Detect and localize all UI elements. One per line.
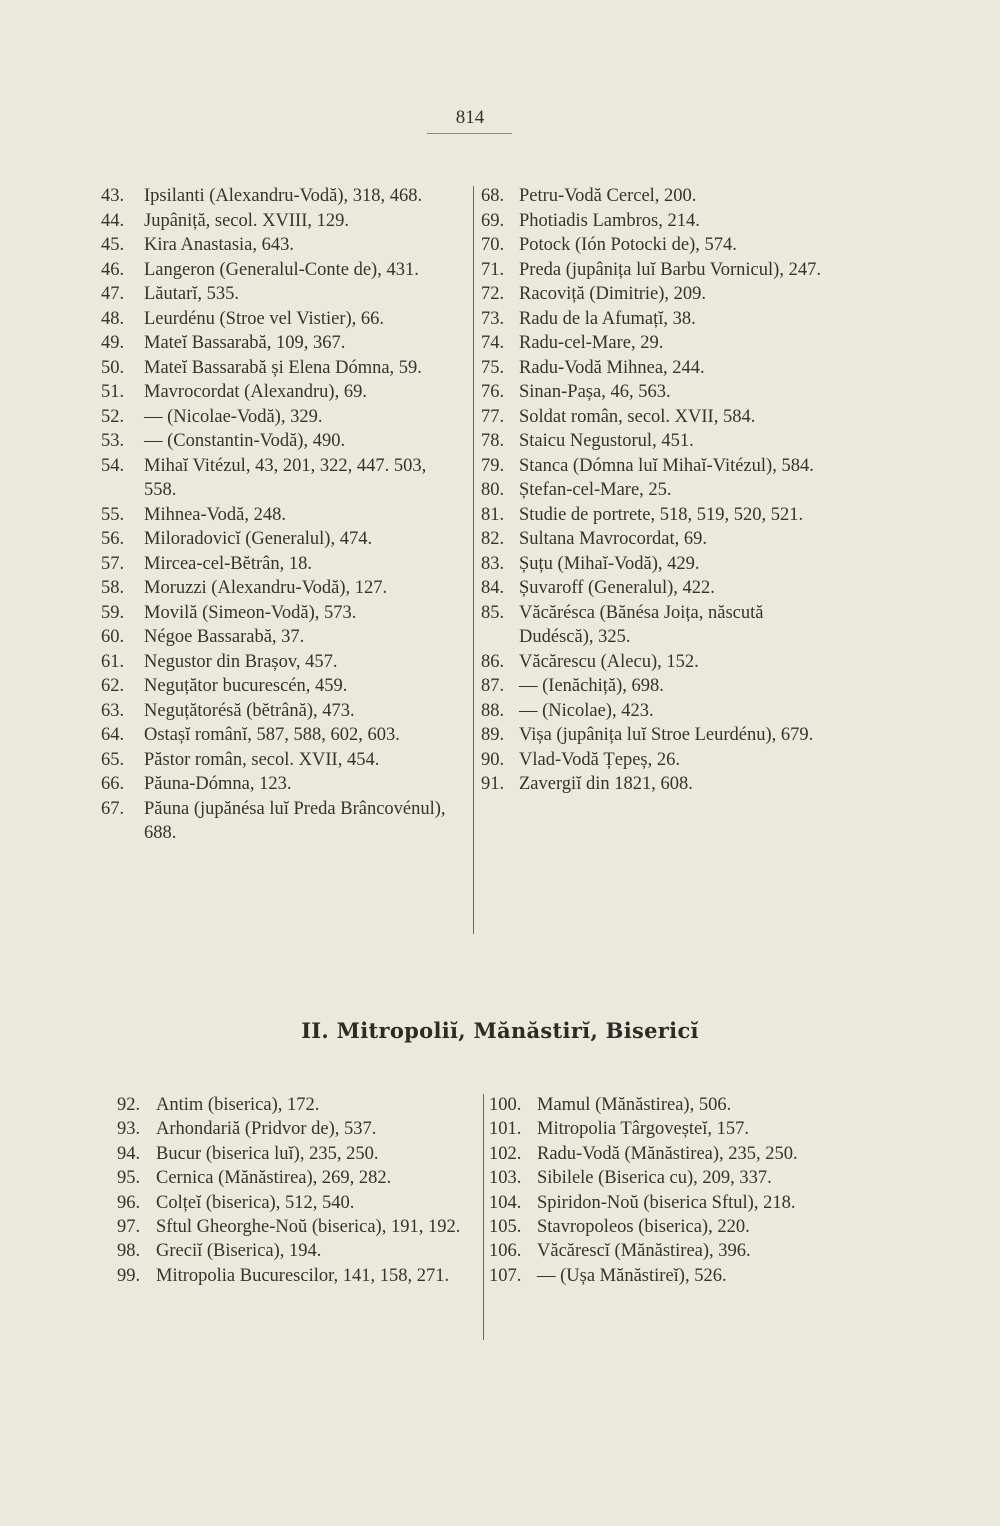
index-entry bbox=[101, 650, 459, 675]
entry-text: Văcărescu (Alecu), 152. bbox=[519, 651, 699, 672]
index-entry bbox=[481, 307, 841, 332]
index-entry bbox=[481, 429, 841, 454]
entry-text: — (Constantin-Vodă), 490. bbox=[144, 431, 346, 451]
entry-text: Stanca (Dómna luĭ Mihaĭ-Vitézul), 584. bbox=[519, 455, 814, 476]
index-entry bbox=[117, 1215, 472, 1239]
index-entry bbox=[481, 552, 841, 577]
entry-number: 100. bbox=[489, 1095, 522, 1115]
index-column-bottom-right bbox=[489, 1093, 849, 1288]
entry-text: Șuvaroff (Generalul), 422. bbox=[519, 578, 715, 598]
entry-text: Mitropolia Bucurescilor, 141, 158, 271. bbox=[156, 1265, 450, 1286]
index-entry bbox=[101, 674, 459, 699]
entry-number: 69. bbox=[481, 210, 505, 231]
index-entry bbox=[489, 1166, 849, 1190]
index-entry bbox=[101, 772, 459, 797]
entry-number: 83. bbox=[481, 553, 505, 574]
entry-number: 50. bbox=[101, 357, 125, 378]
index-entry bbox=[489, 1264, 849, 1288]
entry-number: 44. bbox=[101, 210, 125, 231]
index-entry bbox=[489, 1142, 849, 1166]
index-entry bbox=[481, 282, 841, 307]
index-entry bbox=[481, 233, 841, 258]
entry-text: Sftul Gheorghe-Noŭ (biserica), 191, 192. bbox=[156, 1217, 461, 1238]
index-entry bbox=[481, 209, 841, 234]
entry-text: Sibilele (Biserica cu), 209, 337. bbox=[537, 1168, 772, 1189]
entry-text: Neguțătorésă (bĕtrână), 473. bbox=[144, 700, 355, 721]
entry-text: Moruzzi (Alexandru-Vodă), 127. bbox=[144, 578, 388, 598]
entry-number: 94. bbox=[117, 1143, 141, 1164]
entry-text: Radu-cel-Mare, 29. bbox=[519, 333, 664, 353]
entry-text: Lăutarĭ, 535. bbox=[144, 284, 240, 304]
index-column-top-right bbox=[481, 184, 841, 797]
entry-text: — (Ușa Mănăstireĭ), 526. bbox=[537, 1265, 727, 1286]
entry-text: Staicu Negustorul, 451. bbox=[519, 431, 694, 451]
entry-number: 65. bbox=[101, 749, 125, 770]
entry-number: 72. bbox=[481, 284, 505, 304]
entry-text: Racoviță (Dimitrie), 209. bbox=[519, 284, 707, 304]
index-entry bbox=[101, 356, 459, 381]
entry-number: 61. bbox=[101, 651, 125, 672]
entry-number: 79. bbox=[481, 455, 505, 476]
entry-text: Soldat român, secol. XVII, 584. bbox=[519, 406, 756, 427]
entry-text: Ipsilanti (Alexandru-Vodă), 318, 468. bbox=[144, 186, 423, 206]
entry-number: 77. bbox=[481, 406, 505, 427]
entry-text: Radu-Vodă (Mănăstirea), 235, 250. bbox=[537, 1143, 798, 1164]
entry-number: 52. bbox=[101, 406, 125, 427]
entry-number: 60. bbox=[101, 627, 125, 647]
entry-number: 68. bbox=[481, 186, 505, 206]
index-entry bbox=[117, 1264, 472, 1288]
entry-text: Stavropoleos (biserica), 220. bbox=[537, 1217, 750, 1238]
entry-number: 49. bbox=[101, 333, 125, 353]
index-entry bbox=[481, 527, 841, 552]
index-entry bbox=[101, 723, 459, 748]
index-entry bbox=[481, 699, 841, 724]
index-entry bbox=[101, 748, 459, 773]
entry-text: — (Ienăchiță), 698. bbox=[519, 676, 664, 696]
index-entry bbox=[101, 331, 459, 356]
entry-text: Păuna (jupănésa luĭ Preda Brâncovénul), 688. bbox=[144, 798, 446, 843]
index-entry bbox=[481, 380, 841, 405]
index-entry bbox=[101, 282, 459, 307]
entry-number: 105. bbox=[489, 1217, 522, 1238]
entry-number: 57. bbox=[101, 553, 125, 574]
index-entry bbox=[101, 699, 459, 724]
entry-number: 103. bbox=[489, 1168, 522, 1189]
entry-text: Ostașĭ românĭ, 587, 588, 602, 603. bbox=[144, 725, 400, 745]
entry-number: 47. bbox=[101, 284, 125, 304]
index-entry bbox=[101, 380, 459, 405]
index-entry bbox=[101, 233, 459, 258]
entry-text: Radu de la Afumațĭ, 38. bbox=[519, 308, 696, 329]
entry-number: 95. bbox=[117, 1168, 141, 1189]
entry-text: Potock (Ión Potocki de), 574. bbox=[519, 235, 737, 255]
index-entry bbox=[489, 1239, 849, 1263]
index-entry bbox=[117, 1142, 472, 1166]
index-column-bottom-left bbox=[117, 1093, 472, 1288]
entry-number: 67. bbox=[101, 798, 125, 819]
index-entry bbox=[101, 307, 459, 332]
entry-number: 106. bbox=[489, 1241, 522, 1262]
entry-text: Vișa (jupânița luĭ Stroe Leurdénu), 679. bbox=[519, 725, 814, 745]
entry-number: 43. bbox=[101, 186, 125, 206]
index-entry bbox=[481, 454, 841, 479]
index-column-top-left bbox=[101, 184, 459, 846]
entry-number: 64. bbox=[101, 725, 125, 745]
entry-number: 93. bbox=[117, 1119, 141, 1140]
entry-number: 97. bbox=[117, 1217, 141, 1238]
index-entry bbox=[481, 503, 841, 528]
entry-number: 90. bbox=[481, 749, 505, 770]
entry-number: 78. bbox=[481, 431, 505, 451]
entry-number: 70. bbox=[481, 235, 505, 255]
entry-number: 81. bbox=[481, 504, 505, 525]
column-divider-bottom bbox=[483, 1094, 484, 1340]
index-entry bbox=[117, 1117, 472, 1141]
entry-text: Mitropolia Târgoveșteĭ, 157. bbox=[537, 1119, 750, 1140]
index-entry bbox=[101, 527, 459, 552]
index-entry bbox=[489, 1191, 849, 1215]
index-entry bbox=[481, 650, 841, 675]
entry-number: 82. bbox=[481, 529, 505, 549]
entry-text: Mircea-cel-Bĕtrân, 18. bbox=[144, 553, 312, 574]
entry-text: Mateĭ Bassarabă și Elena Dómna, 59. bbox=[144, 357, 422, 378]
index-entry bbox=[101, 429, 459, 454]
entry-number: 88. bbox=[481, 700, 505, 721]
entry-number: 54. bbox=[101, 455, 125, 476]
entry-number: 53. bbox=[101, 431, 125, 451]
entry-text: Mihaĭ Vitézul, 43, 201, 322, 447. 503, 558. bbox=[144, 455, 427, 500]
entry-number: 56. bbox=[101, 529, 125, 549]
entry-text: Șuțu (Mihaĭ-Vodă), 429. bbox=[519, 553, 700, 574]
entry-text: — (Nicolae), 423. bbox=[519, 700, 654, 721]
entry-text: Vlad-Vodă Țepeș, 26. bbox=[519, 749, 680, 770]
entry-text: Mavrocordat (Alexandru), 69. bbox=[144, 382, 367, 402]
entry-text: Langeron (Generalul-Conte de), 431. bbox=[144, 259, 419, 280]
index-entry bbox=[481, 772, 841, 797]
column-divider-top bbox=[473, 186, 474, 934]
entry-number: 80. bbox=[481, 480, 505, 500]
index-entry bbox=[481, 258, 841, 283]
entry-text: Kira Anastasia, 643. bbox=[144, 235, 295, 255]
entry-text: Ștefan-cel-Mare, 25. bbox=[519, 480, 672, 500]
entry-text: Spiridon-Noŭ (biserica Sftul), 218. bbox=[537, 1192, 796, 1213]
entry-number: 101. bbox=[489, 1119, 522, 1140]
entry-number: 46. bbox=[101, 259, 125, 280]
index-entry bbox=[117, 1239, 472, 1263]
index-entry bbox=[481, 331, 841, 356]
entry-text: Colțeĭ (biserica), 512, 540. bbox=[156, 1192, 355, 1213]
entry-text: Negustor din Brașov, 457. bbox=[144, 651, 338, 672]
index-entry bbox=[481, 478, 841, 503]
index-entry bbox=[481, 723, 841, 748]
entry-number: 76. bbox=[481, 382, 505, 402]
index-entry bbox=[481, 674, 841, 699]
index-entry bbox=[117, 1191, 472, 1215]
index-entry bbox=[101, 209, 459, 234]
entry-number: 87. bbox=[481, 676, 505, 696]
entry-text: Antim (biserica), 172. bbox=[156, 1095, 320, 1115]
entry-text: Sultana Mavrocordat, 69. bbox=[519, 529, 708, 549]
entry-number: 71. bbox=[481, 259, 505, 280]
entry-number: 96. bbox=[117, 1192, 141, 1213]
entry-number: 66. bbox=[101, 774, 125, 794]
entry-number: 59. bbox=[101, 602, 125, 623]
index-entry bbox=[117, 1093, 472, 1117]
entry-number: 86. bbox=[481, 651, 505, 672]
entry-text: Arhondariă (Pridvor de), 537. bbox=[156, 1119, 377, 1140]
index-entry bbox=[101, 576, 459, 601]
entry-number: 73. bbox=[481, 308, 505, 329]
index-entry bbox=[481, 184, 841, 209]
entry-number: 107. bbox=[489, 1265, 522, 1286]
entry-text: Jupâniță, secol. XVIII, 129. bbox=[144, 210, 349, 231]
entry-text: Neguțător bucurescén, 459. bbox=[144, 676, 348, 696]
entry-text: Văcărésca (Bănésa Joița, născută Dudéscă), 325. bbox=[519, 602, 764, 647]
index-entry bbox=[101, 184, 459, 209]
index-entry bbox=[481, 356, 841, 381]
entry-number: 91. bbox=[481, 774, 505, 794]
entry-text: Sinan-Pașa, 46, 563. bbox=[519, 382, 671, 402]
entry-number: 62. bbox=[101, 676, 125, 696]
entry-number: 89. bbox=[481, 725, 505, 745]
entry-text: Négoe Bassarabă, 37. bbox=[144, 627, 305, 647]
entry-text: Văcărescĭ (Mănăstirea), 396. bbox=[537, 1241, 751, 1262]
index-entry bbox=[101, 454, 459, 503]
entry-text: Greciĭ (Biserica), 194. bbox=[156, 1241, 322, 1262]
index-entry bbox=[481, 601, 841, 650]
entry-number: 92. bbox=[117, 1095, 141, 1115]
index-entry bbox=[101, 405, 459, 430]
entry-number: 75. bbox=[481, 357, 505, 378]
entry-number: 99. bbox=[117, 1265, 141, 1286]
entry-number: 98. bbox=[117, 1241, 141, 1262]
entry-text: Petru-Vodă Cercel, 200. bbox=[519, 186, 697, 206]
entry-text: Mateĭ Bassarabă, 109, 367. bbox=[144, 333, 346, 353]
entry-number: 85. bbox=[481, 602, 505, 623]
index-entry bbox=[489, 1117, 849, 1141]
entry-text: Movilă (Simeon-Vodă), 573. bbox=[144, 602, 357, 623]
entry-number: 104. bbox=[489, 1192, 522, 1213]
entry-text: Păstor român, secol. XVII, 454. bbox=[144, 749, 380, 770]
entry-text: — (Nicolae-Vodă), 329. bbox=[144, 406, 323, 427]
section-heading: II. Mitropoliĭ, Mănăstirĭ, Bisericĭ bbox=[301, 1018, 699, 1043]
page-number-rule bbox=[427, 133, 512, 134]
index-entry bbox=[101, 258, 459, 283]
index-entry bbox=[489, 1215, 849, 1239]
entry-number: 63. bbox=[101, 700, 125, 721]
index-entry bbox=[101, 625, 459, 650]
entry-text: Radu-Vodă Mihnea, 244. bbox=[519, 357, 705, 378]
entry-number: 58. bbox=[101, 578, 125, 598]
entry-number: 55. bbox=[101, 504, 125, 525]
index-entry bbox=[489, 1093, 849, 1117]
entry-text: Păuna-Dómna, 123. bbox=[144, 774, 292, 794]
entry-text: Zavergiĭ din 1821, 608. bbox=[519, 774, 693, 794]
entry-number: 102. bbox=[489, 1143, 522, 1164]
entry-number: 48. bbox=[101, 308, 125, 329]
entry-text: Photiadis Lambros, 214. bbox=[519, 210, 700, 231]
entry-number: 74. bbox=[481, 333, 505, 353]
index-entry bbox=[117, 1166, 472, 1190]
index-entry bbox=[101, 601, 459, 626]
index-entry bbox=[101, 797, 459, 846]
entry-text: Mamul (Mănăstirea), 506. bbox=[537, 1095, 732, 1115]
entry-text: Bucur (biserica luĭ), 235, 250. bbox=[156, 1143, 379, 1164]
index-entry bbox=[101, 503, 459, 528]
entry-text: Studie de portrete, 518, 519, 520, 521. bbox=[519, 504, 804, 525]
index-entry bbox=[481, 748, 841, 773]
page-number: 814 bbox=[455, 107, 485, 128]
index-entry bbox=[101, 552, 459, 577]
entry-text: Preda (jupânița luĭ Barbu Vornicul), 247. bbox=[519, 259, 821, 280]
entry-number: 45. bbox=[101, 235, 125, 255]
entry-text: Miloradovicĭ (Generalul), 474. bbox=[144, 529, 373, 549]
entry-number: 51. bbox=[101, 382, 125, 402]
entry-text: Leurdénu (Stroe vel Vistier), 66. bbox=[144, 308, 385, 329]
entry-text: Mihnea-Vodă, 248. bbox=[144, 504, 286, 525]
entry-number: 84. bbox=[481, 578, 505, 598]
index-entry bbox=[481, 405, 841, 430]
entry-text: Cernica (Mănăstirea), 269, 282. bbox=[156, 1168, 392, 1189]
index-entry bbox=[481, 576, 841, 601]
